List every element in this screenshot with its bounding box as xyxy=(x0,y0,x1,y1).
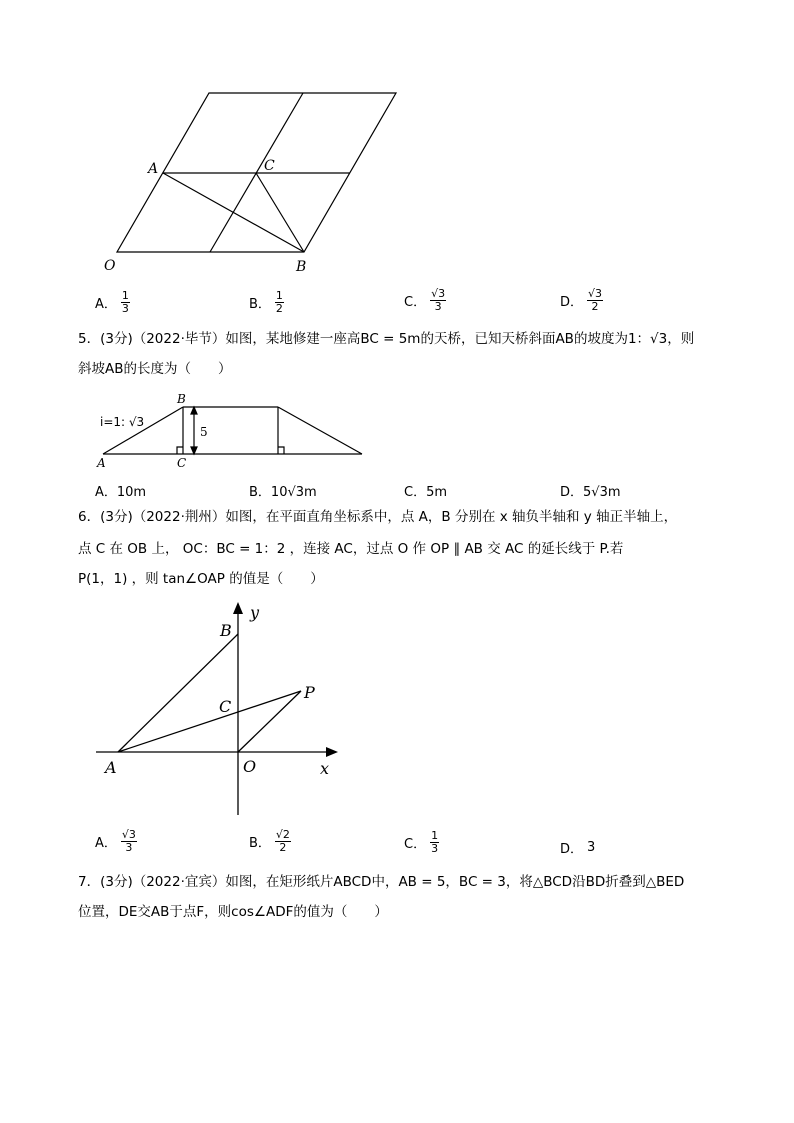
option-letter: C． xyxy=(404,294,427,310)
label-x: x xyxy=(320,759,330,778)
label-b: B xyxy=(296,259,307,275)
fraction: $\frac{1}{2}$ xyxy=(275,289,283,315)
option-letter: A． xyxy=(95,296,117,312)
slope-ratio-label: i=1: √3 xyxy=(100,415,145,429)
fraction: $\frac{1}{3}$ xyxy=(431,829,439,855)
option-q6-d xyxy=(560,838,595,857)
q6-stem-line3: P(1，1) ，则 tan∠OAP 的值是（ ） xyxy=(78,571,324,587)
label-b: B xyxy=(220,621,232,640)
label-o: O xyxy=(104,258,116,274)
option-letter: B． xyxy=(249,296,271,312)
label-y: y xyxy=(250,603,260,622)
label-a: A xyxy=(148,161,159,177)
option-letter: B． xyxy=(249,835,271,851)
label-c: C xyxy=(219,697,232,716)
option-q6-b xyxy=(249,829,291,853)
label-b: B xyxy=(177,392,186,406)
option-value: 3 xyxy=(587,840,596,855)
fraction: $\frac{√3}{2}$ xyxy=(588,287,603,313)
segment-op xyxy=(238,691,301,752)
height-value-label: 5 xyxy=(200,425,208,439)
segment-ap xyxy=(118,691,301,752)
q6-stem-line2: 点 C 在 OB 上， OC：BC = 1：2 ，连接 AC，过点 O 作 OP ∥ AB 交 AC 的延长线于 P.若 xyxy=(78,541,624,557)
q7-stem-line2: 位置，DE交AB于点F，则cos∠ADF的值为（ ） xyxy=(78,904,388,920)
option-letter: D． xyxy=(560,294,584,310)
option-q5-c: C．5m xyxy=(404,485,448,500)
q5-stem-line2: 斜坡AB的长度为（ ） xyxy=(78,361,232,377)
q6-stem-line1: 6．(3分)（2022·荆州）如图，在平面直角坐标系中，点 A，B 分别在 x 轴负半轴和 y 轴正半轴上， xyxy=(78,509,678,525)
label-o: O xyxy=(243,757,257,776)
option-q5-d: D．5√3m xyxy=(560,485,621,500)
x-axis-arrow xyxy=(326,747,338,757)
label-p: P xyxy=(304,683,315,702)
fraction: $\frac{√3}{3}$ xyxy=(121,828,136,854)
q5-stem-line1: 5．(3分)（2022·毕节）如图，某地修建一座高BC = 5m的天桥，已知天桥斜面AB的坡度为1：√3，则 xyxy=(78,331,695,347)
label-a: A xyxy=(105,758,117,777)
y-axis-arrow xyxy=(233,602,243,614)
segment-ab xyxy=(118,634,238,752)
option-q5-a: A．10m xyxy=(95,485,147,500)
label-c: C xyxy=(264,158,275,174)
fraction: $\frac{√2}{2}$ xyxy=(275,828,290,854)
label-c: C xyxy=(177,456,187,470)
fraction: $\frac{1}{3}$ xyxy=(121,289,129,315)
option-letter: A． xyxy=(95,835,117,851)
option-q6-a xyxy=(95,829,137,853)
option-letter: D． xyxy=(560,842,584,857)
option-q5-b: B．10√3m xyxy=(249,485,317,500)
option-letter: C． xyxy=(404,836,427,852)
fraction: $\frac{√3}{3}$ xyxy=(431,287,446,313)
option-q6-c xyxy=(404,830,439,854)
q7-stem-line1: 7．(3分)（2022·宜宾）如图，在矩形纸片ABCD中，AB = 5，BC = 3，将△BCD沿BD折叠到△BED xyxy=(78,874,685,890)
label-a: A xyxy=(97,456,106,470)
